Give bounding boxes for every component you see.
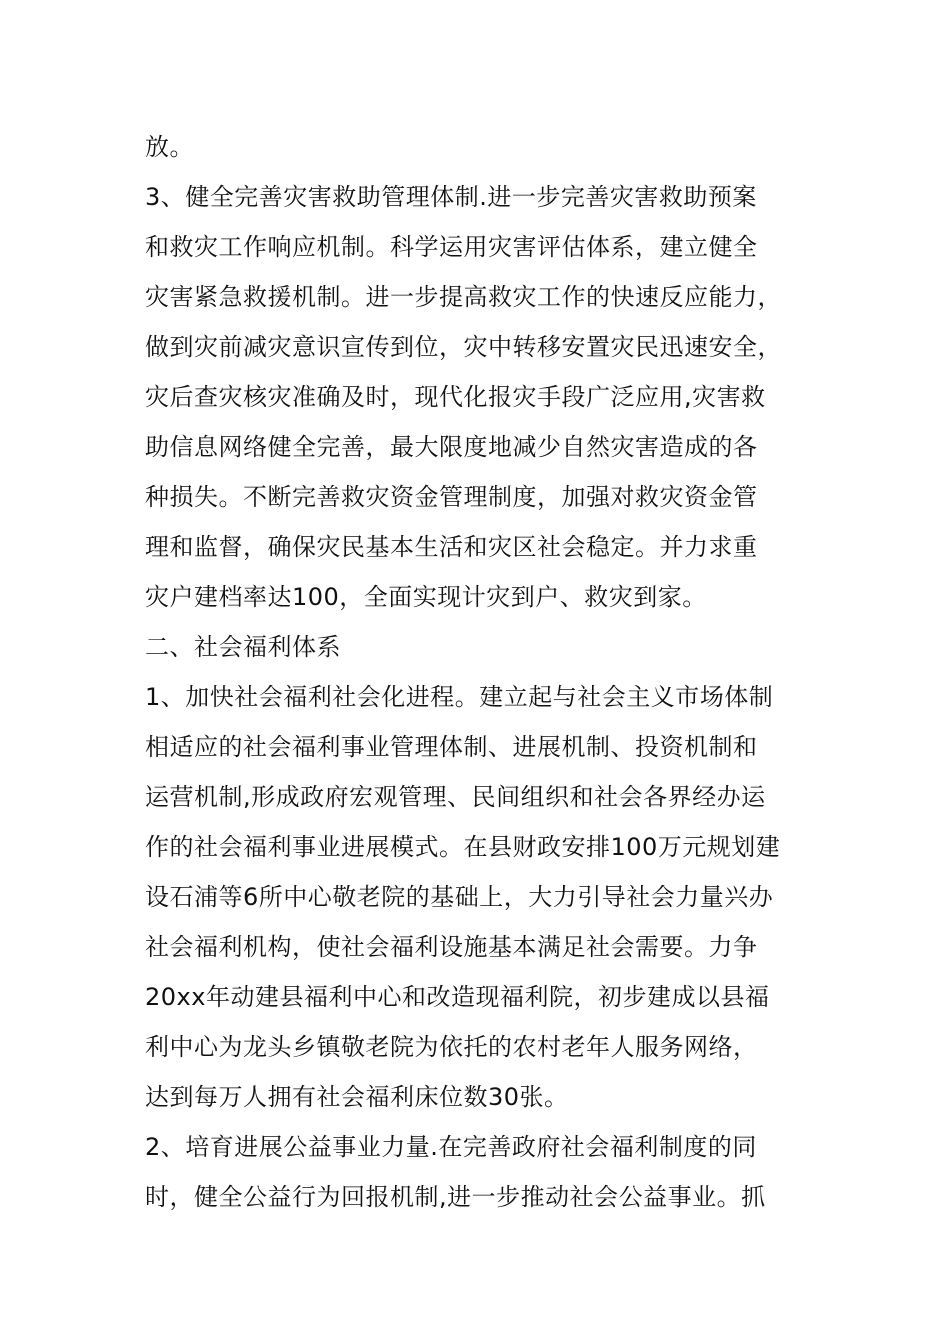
text-line: 和救灾工作响应机制。科学运用灾害评估体系，建立健全 (145, 233, 758, 261)
text-line: 利中心为龙头乡镇敬老院为依托的农村老年人服务网络， (145, 1033, 758, 1061)
text-line: 设石浦等6所中心敬老院的基础上，大力引导社会力量兴办 (145, 883, 774, 911)
text-line: 达到每万人拥有社会福利床位数30张。 (145, 1083, 569, 1111)
text-line: 20xx年动建县福利中心和改造现福利院，初步建成以县福 (145, 983, 770, 1011)
text-line: 时，健全公益行为回报机制,进一步推动社会公益事业。抓 (145, 1183, 766, 1211)
text-line: 灾后查灾核灾准确及时，现代化报灾手段广泛应用,灾害救 (145, 383, 766, 411)
text-line: 放。 (145, 133, 194, 161)
text-line: 社会福利机构，使社会福利设施基本满足社会需要。力争 (145, 933, 758, 961)
text-line: 做到灾前减灾意识宣传到位，灾中转移安置灾民迅速安全， (145, 333, 782, 361)
text-line: 1、加快社会福利社会化进程。建立起与社会主义市场体制 (145, 683, 774, 711)
text-line: 灾户建档率达100，全面实现计灾到户、救灾到家。 (145, 583, 707, 611)
text-line: 种损失。不断完善救灾资金管理制度，加强对救灾资金管 (145, 483, 758, 511)
text-line: 理和监督，确保灾民基本生活和灾区社会稳定。并力求重 (145, 533, 758, 561)
text-line: 作的社会福利事业进展模式。在县财政安排100万元规划建 (145, 833, 781, 861)
text-line: 助信息网络健全完善，最大限度地减少自然灾害造成的各 (145, 433, 758, 461)
text-line: 2、培育进展公益事业力量.在完善政府社会福利制度的同 (145, 1133, 757, 1161)
text-line: 灾害紧急救援机制。进一步提高救灾工作的快速反应能力， (145, 283, 782, 311)
section-heading: 二、社会福利体系 (145, 633, 341, 661)
text-line: 运营机制,形成政府宏观管理、民间组织和社会各界经办运 (145, 783, 766, 811)
text-line: 3、健全完善灾害救助管理体制.进一步完善灾害救助预案 (145, 183, 757, 211)
text-line: 相适应的社会福利事业管理体制、进展机制、投资机制和 (145, 733, 758, 761)
